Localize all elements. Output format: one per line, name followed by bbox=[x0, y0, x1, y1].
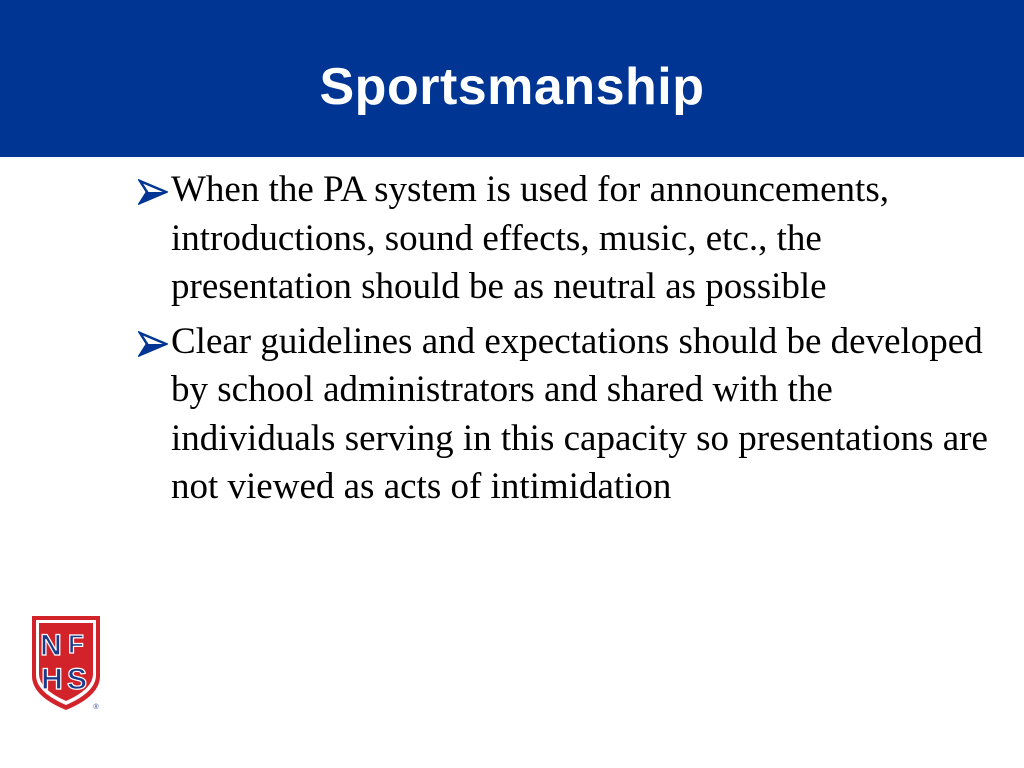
svg-text:F: F bbox=[68, 629, 84, 659]
title-bar bbox=[0, 0, 1024, 157]
bullet-list bbox=[138, 166, 998, 518]
svg-text:H: H bbox=[41, 663, 63, 696]
arrow-bullet-icon bbox=[138, 179, 168, 205]
arrow-bullet-icon bbox=[138, 331, 168, 357]
svg-text:®: ® bbox=[93, 704, 99, 711]
bullet-item bbox=[138, 318, 998, 512]
svg-text:N: N bbox=[40, 629, 62, 662]
bullet-item bbox=[138, 166, 998, 312]
bullet-text: Clear guidelines and expectations should be developed by school administrators and shared with the individuals serving in this capacity so presentations are not viewed as acts of intimidation bbox=[171, 320, 988, 507]
slide-title: Sportsmanship bbox=[319, 58, 705, 116]
svg-text:S: S bbox=[66, 663, 88, 696]
bullet-text: When the PA system is used for announcements, introductions, sound effects, music, etc., the presentation should be as neutral as possible bbox=[171, 169, 889, 307]
nfhs-logo bbox=[30, 614, 102, 712]
